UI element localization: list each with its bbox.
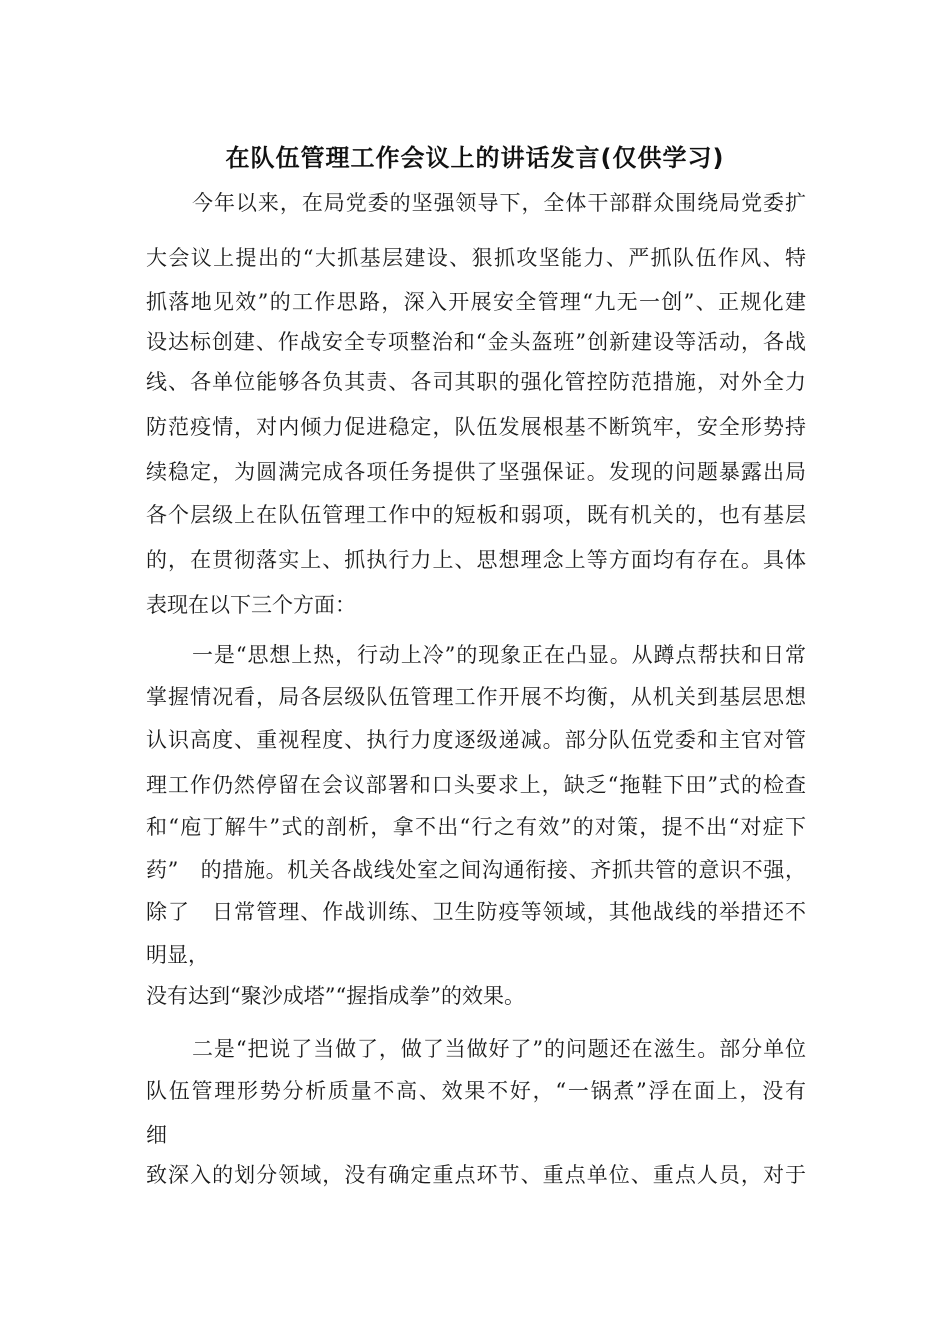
paragraph-line: 致深入的划分领域，没有确定重点环节、重点单位、重点人员，对于 [146,1163,806,1187]
paragraph-line: 和“庖丁解牛”式的剖析，拿不出“行之有效”的对策，提不出“对症下 [146,815,806,839]
paragraph-line: 续稳定，为圆满完成各项任务提供了坚强保证。发现的问题暴露出局 [146,460,806,484]
paragraph-line: 大会议上提出的“大抓基层建设、狠抓攻坚能力、严抓队伍作风、特 [146,246,806,270]
paragraph-line: 各个层级上在队伍管理工作中的短板和弱项，既有机关的，也有基层 [146,503,806,527]
paragraph-line: 今年以来，在局党委的坚强领导下，全体干部群众围绕局党委扩 [192,191,806,215]
paragraph-line: 二是“把说了当做了，做了当做好了”的问题还在滋生。部分单位 [192,1037,806,1061]
paragraph-line: 药” 的措施。机关各战线处室之间沟通衔接、齐抓共管的意识不强， [146,858,806,882]
paragraph-line: 设达标创建、作战安全专项整治和“金头盔班”创新建设等活动，各战 [146,330,806,354]
paragraph-line: 的，在贯彻落实上、抓执行力上、思想理念上等方面均有存在。具体 [146,548,806,572]
paragraph-line: 除了 日常管理、作战训练、卫生防疫等领域，其他战线的举措还不 [146,900,806,924]
paragraph-line: 线、各单位能够各负其责、各司其职的强化管控防范措施，对外全力 [146,370,806,394]
paragraph-line: 认识高度、重视程度、执行力度逐级递减。部分队伍党委和主官对管 [146,728,806,752]
paragraph-line: 没有达到“聚沙成塔”“握指成拳”的效果。 [146,984,525,1008]
paragraph-line: 明显， [146,943,209,967]
paragraph-line: 防范疫情，对内倾力促进稳定，队伍发展根基不断筑牢，安全形势持 [146,415,806,439]
paragraph-line: 表现在以下三个方面： [146,593,356,617]
paragraph-line: 掌握情况看，局各层级队伍管理工作开展不均衡，从机关到基层思想 [146,685,806,709]
paragraph-line: 理工作仍然停留在会议部署和口头要求上，缺乏“拖鞋下田”式的检查 [146,773,806,797]
paragraph-line: 抓落地见效”的工作思路，深入开展安全管理“九无一创”、正规化建 [146,290,806,314]
paragraph-line: 细 [146,1123,167,1147]
document-title: 在队伍管理工作会议上的讲话发言(仅供学习) [225,144,725,172]
paragraph-line: 一是“思想上热，行动上冷”的现象正在凸显。从蹲点帮扶和日常 [192,643,806,667]
paragraph-line: 队伍管理形势分析质量不高、效果不好，“一锅煮”浮在面上，没有 [146,1079,806,1103]
